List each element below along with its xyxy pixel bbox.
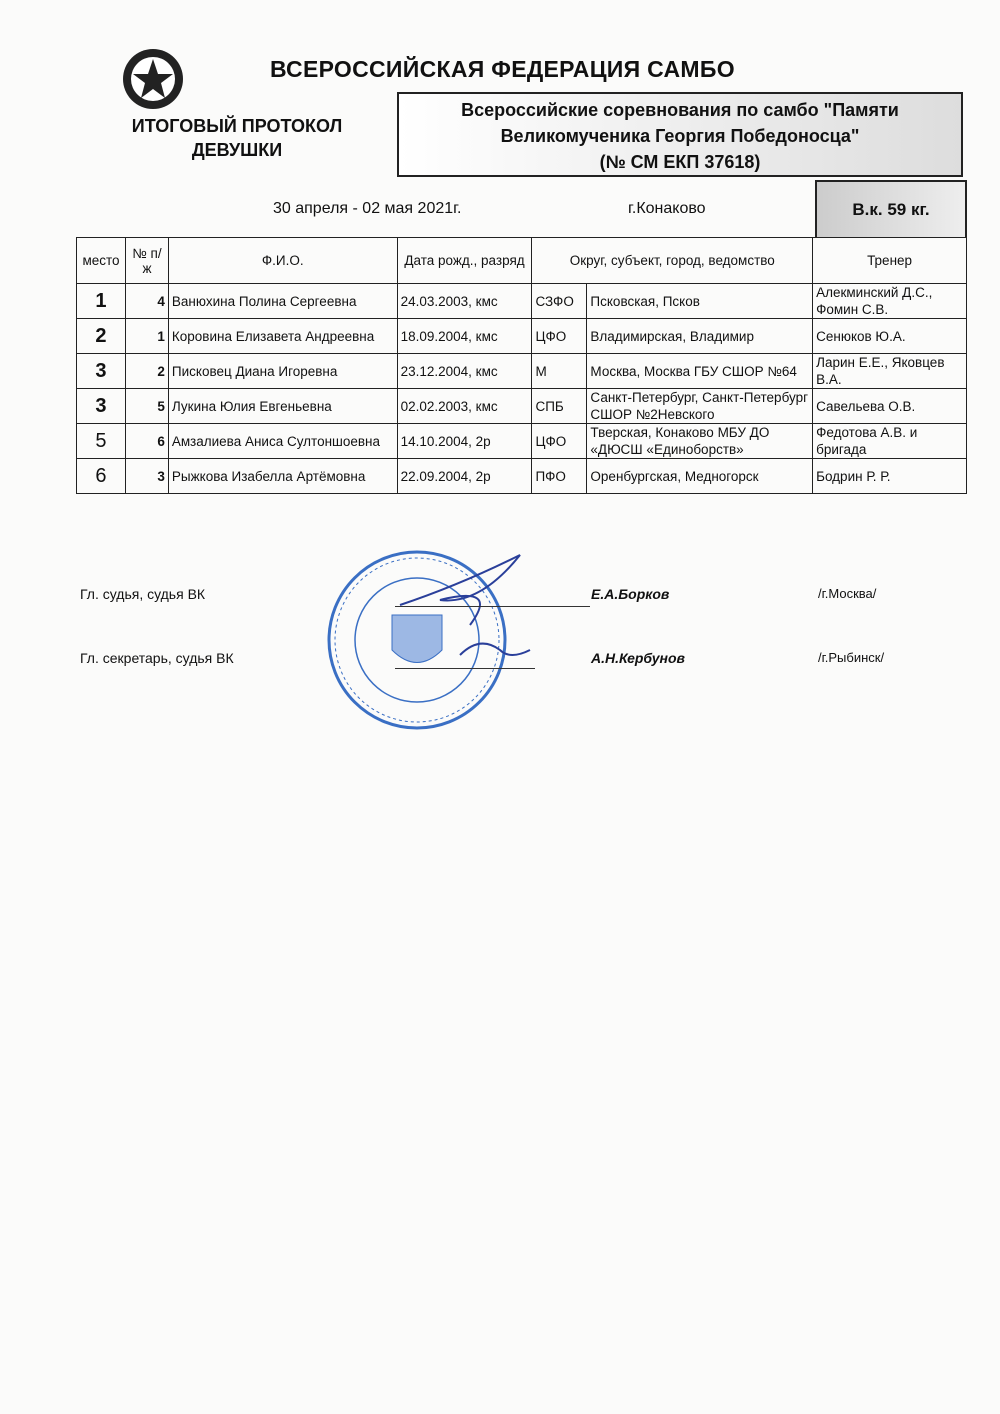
chief-judge-role: Гл. судья, судья ВК	[80, 586, 206, 602]
header-dob: Дата рожд., разряд	[397, 238, 532, 284]
cell-place: 2	[77, 319, 126, 354]
event-city: г.Конаково	[628, 200, 706, 217]
cell-place: 6	[77, 459, 126, 494]
chief-secretary-role: Гл. секретарь, судья ВК	[80, 650, 234, 666]
cell-coach: Ларин Е.Е., Яковцев В.А.	[813, 354, 967, 389]
header-region: Округ, субъект, город, ведомство	[532, 238, 813, 284]
cell-num: 6	[125, 424, 168, 459]
cell-dob: 22.09.2004, 2р	[397, 459, 532, 494]
cell-name: Амзалиева Аниса Султоншоевна	[168, 424, 397, 459]
cell-region: Псковская, Псков	[587, 284, 813, 319]
cell-region: Москва, Москва ГБУ СШОР №64	[587, 354, 813, 389]
cell-coach: Бодрин Р. Р.	[813, 459, 967, 494]
cell-place: 5	[77, 424, 126, 459]
protocol-title	[112, 114, 362, 162]
chief-judge-city: /г.Москва/	[818, 586, 877, 601]
cell-district: ЦФО	[532, 424, 587, 459]
cell-dob: 14.10.2004, 2р	[397, 424, 532, 459]
header-num: № п/ж	[125, 238, 168, 284]
table-row	[77, 424, 967, 459]
cell-coach: Алекминский Д.С., Фомин С.В.	[813, 284, 967, 319]
event-line: Великомученика Георгия Победоносца"	[500, 126, 860, 146]
cell-district: СПБ	[532, 389, 587, 424]
sambo-federation-logo-icon	[122, 48, 184, 110]
cell-num: 4	[125, 284, 168, 319]
table-row	[77, 459, 967, 494]
cell-district: ПФО	[532, 459, 587, 494]
table-row	[77, 354, 967, 389]
table-row	[77, 389, 967, 424]
cell-num: 3	[125, 459, 168, 494]
cell-name: Писковец Диана Игоревна	[168, 354, 397, 389]
signature-line	[395, 606, 590, 607]
cell-name: Рыжкова Изабелла Артёмовна	[168, 459, 397, 494]
cell-num: 1	[125, 319, 168, 354]
category-label: ДЕВУШКИ	[191, 140, 283, 160]
event-dates: 30 апреля - 02 мая 2021г.	[273, 200, 462, 217]
cell-coach: Федотова А.В. и бригада	[813, 424, 967, 459]
cell-region: Оренбургская, Медногорск	[587, 459, 813, 494]
header-place: место	[77, 238, 126, 284]
cell-dob: 02.02.2003, кмс	[397, 389, 532, 424]
table-row	[77, 284, 967, 319]
table-header-row	[77, 238, 967, 284]
cell-place: 3	[77, 389, 126, 424]
cell-district: СЗФО	[532, 284, 587, 319]
event-code: (№ СМ ЕКП 37618)	[599, 152, 761, 172]
signature-scribble	[380, 545, 540, 675]
cell-district: ЦФО	[532, 319, 587, 354]
signature-line	[395, 668, 535, 669]
event-title-box	[397, 92, 963, 177]
cell-region: Санкт-Петербург, Санкт-Петербург СШОР №2Невского	[587, 389, 813, 424]
cell-dob: 18.09.2004, кмс	[397, 319, 532, 354]
protocol-label: ИТОГОВЫЙ ПРОТОКОЛ	[131, 116, 343, 136]
cell-place: 3	[77, 354, 126, 389]
cell-region: Владимирская, Владимир	[587, 319, 813, 354]
event-line: Всероссийские соревнования по самбо "Памяти	[461, 100, 899, 120]
cell-dob: 23.12.2004, кмс	[397, 354, 532, 389]
chief-secretary-city: /г.Рыбинск/	[818, 650, 885, 665]
cell-name: Лукина Юлия Евгеньевна	[168, 389, 397, 424]
header-coach: Тренер	[813, 238, 967, 284]
cell-name: Ванюхина Полина Сергеевна	[168, 284, 397, 319]
cell-coach: Савельева О.В.	[813, 389, 967, 424]
weight-category: В.к. 59 кг.	[815, 180, 967, 237]
cell-district: М	[532, 354, 587, 389]
cell-coach: Сенюков Ю.А.	[813, 319, 967, 354]
cell-num: 5	[125, 389, 168, 424]
table-row	[77, 319, 967, 354]
cell-dob: 24.03.2003, кмс	[397, 284, 532, 319]
cell-name: Коровина Елизавета Андреевна	[168, 319, 397, 354]
chief-judge-name: Е.А.Борков	[591, 586, 670, 602]
federation-title: ВСЕРОССИЙСКАЯ ФЕДЕРАЦИЯ САМБО	[270, 56, 735, 82]
cell-place: 1	[77, 284, 126, 319]
cell-num: 2	[125, 354, 168, 389]
header-name: Ф.И.О.	[168, 238, 397, 284]
cell-region: Тверская, Конаково МБУ ДО «ДЮСШ «Единоборств»	[587, 424, 813, 459]
results-table	[76, 237, 967, 494]
chief-secretary-name: А.Н.Кербунов	[591, 650, 685, 666]
